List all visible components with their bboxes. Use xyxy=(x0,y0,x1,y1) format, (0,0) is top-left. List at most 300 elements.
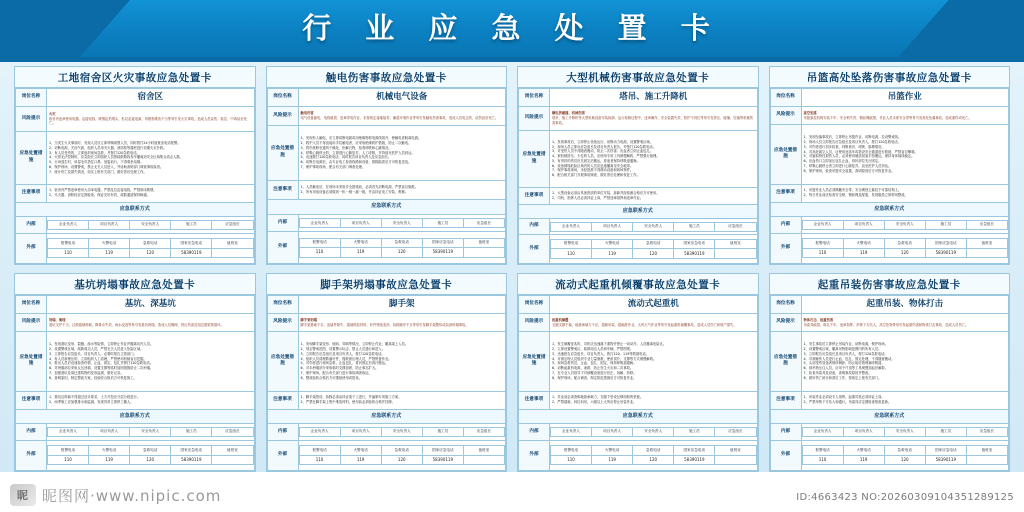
risk-value xyxy=(47,107,255,132)
step-item: 5、救出人员后迅速检查伤情，止血、固定、包扎并拨打120急救电话。 xyxy=(49,361,153,366)
notes-list xyxy=(47,184,255,202)
label-external: 外部 xyxy=(267,440,298,470)
contact-col: 安全负责人 xyxy=(381,427,422,436)
contact-col: 项目负责人 xyxy=(843,220,884,229)
contact-col: 值班室 xyxy=(715,239,756,248)
label-internal: 内部 xyxy=(16,217,47,233)
contact-col: 国家应急电话 xyxy=(674,239,715,248)
note-item: 1、脚手架搭设、拆除必须由持证架子工进行，并编制专项施工方案。 xyxy=(300,395,402,400)
contact-col: 应急组长 xyxy=(463,427,504,436)
label-internal: 内部 xyxy=(770,424,801,440)
contact-col: 国家应急电话 xyxy=(925,239,966,248)
card-electric-shock xyxy=(266,66,508,265)
contact-col: 企业负责人 xyxy=(802,220,843,229)
step-item: 5、火场逃生时，用湿毛巾捂住口鼻，低姿前行，不得乘坐电梯。 xyxy=(49,160,144,165)
contact-col: 值班室 xyxy=(463,238,504,247)
internal-contacts xyxy=(801,217,1009,233)
card-table xyxy=(518,88,758,264)
steps-list xyxy=(298,332,506,391)
label-post: 岗位名称 xyxy=(267,89,298,107)
label-risk: 风险提示 xyxy=(267,107,298,126)
step-item: 2、设置警戒区域，疏散周边人员，严禁无关人员进入危险区域。 xyxy=(49,347,144,351)
label-internal: 内部 xyxy=(770,217,801,233)
risk-value xyxy=(298,314,506,332)
label-steps: 应急处置措施 xyxy=(770,332,801,391)
step-item: 1、当发生火灾事故时，发现人员应立即呼喊周围人员，同时拨打24小时值班室电话报警。 xyxy=(49,141,181,146)
step-item: 8、做好伤亡统计和善后工作，按规定上报有关部门。 xyxy=(803,375,882,380)
contact-col: 值班室 xyxy=(715,446,756,455)
card-pit-collapse xyxy=(14,273,256,472)
note-item: 2、司机、指挥人员必须持证上岗，严禁违章指挥和违章作业。 xyxy=(552,196,644,201)
step-item: 3、对受伤人员不得随意搬动，防止二次伤害；出血者立即止血包扎。 xyxy=(552,149,654,154)
step-item: 4、呼吸心跳停止的，立即进行心肺复苏、人工呼吸，并持续至医护人员到达。 xyxy=(300,150,415,155)
note-item: 2、每日作业前应检查安全锁、钢丝绳及配重，发现隐患立即停用整改。 xyxy=(803,193,908,198)
contact-value xyxy=(463,455,504,465)
label-external: 外部 xyxy=(770,440,801,470)
steps-list xyxy=(47,131,255,184)
contact-col: 应急组长 xyxy=(212,220,253,229)
risk-title: 高空坠落 xyxy=(803,110,817,115)
notes-list xyxy=(47,391,255,409)
label-external: 外部 xyxy=(519,234,550,263)
contact-value: 120 xyxy=(633,455,674,465)
step-item: 3、将伤者移至通风干燥处，松解衣物，检查呼吸和心跳情况。 xyxy=(300,145,392,150)
risk-value xyxy=(298,107,506,126)
card-title: 起重吊装伤害事故应急处置卡 xyxy=(770,274,1010,295)
step-item: 5、有骨折的伤员应先固定后搬运，昏迷者保持呼吸道通畅。 xyxy=(552,158,640,163)
label-notes: 注意事项 xyxy=(16,184,47,202)
internal-contacts xyxy=(47,424,255,440)
contact-col: 国家应急电话 xyxy=(422,446,463,455)
step-item: 7、加强基坑及周边建筑物的变形监测，做好记录。 xyxy=(49,370,124,375)
note-item: 2、严禁超载、斜拉斜吊，六级以上大风应停止吊装作业。 xyxy=(552,400,637,405)
notes-list xyxy=(801,391,1009,409)
label-notes: 注意事项 xyxy=(267,180,298,199)
card-dormitory-fire xyxy=(14,66,256,265)
contact-col: 应急组长 xyxy=(966,427,1007,436)
label-risk: 风险提示 xyxy=(519,107,550,131)
contact-col: 国家应急电话 xyxy=(925,446,966,455)
external-contacts xyxy=(47,233,255,263)
note-item: 1、吊装作业必须设专人指挥，起重司机必须持证上岗。 xyxy=(803,395,885,400)
step-item: 5、对伤者进行现场急救，止血包扎、骨折固定后再行搬运。 xyxy=(300,361,389,366)
contact-col: 急救电话 xyxy=(130,446,171,455)
post-value: 基坑、深基坑 xyxy=(47,296,255,314)
label-steps: 应急处置措施 xyxy=(267,332,298,391)
step-item: 2、救护人员不得直接用手拉触电者，应采取绝缘防护措施，防止二次触电。 xyxy=(300,141,412,145)
external-contacts xyxy=(298,232,506,264)
contact-col: 安全负责人 xyxy=(381,219,422,228)
post-value: 机械电气设备 xyxy=(298,89,506,107)
contact-col: 值班室 xyxy=(463,446,504,455)
step-item: 7、统计伤亡及损失情况，如实上报有关部门，做好善后处理工作。 xyxy=(49,169,147,174)
contact-header: 应急联系方式 xyxy=(267,409,506,424)
contact-col: 报警电话 xyxy=(48,239,89,248)
contact-col: 施工员 xyxy=(171,427,212,436)
contact-header: 应急联系方式 xyxy=(16,409,255,424)
contact-col: 急救电话 xyxy=(130,239,171,248)
contact-header: 应急联系方式 xyxy=(519,205,758,219)
label-steps: 应急处置措施 xyxy=(16,332,47,391)
contact-value: 119 xyxy=(592,455,633,465)
contact-value: 119 xyxy=(843,248,884,258)
internal-contacts xyxy=(47,217,255,233)
label-risk: 风险提示 xyxy=(770,107,801,125)
notes-list xyxy=(801,184,1009,202)
label-post: 岗位名称 xyxy=(770,296,801,314)
watermark-text: 昵图网·www.nipic.com xyxy=(42,486,222,505)
label-external: 外部 xyxy=(16,233,47,263)
contact-value: 119 xyxy=(843,455,884,465)
contact-value: 110 xyxy=(48,455,89,465)
risk-value xyxy=(801,314,1009,332)
external-contacts xyxy=(801,233,1009,263)
contact-col: 项目负责人 xyxy=(340,219,381,228)
contact-col: 急救电话 xyxy=(381,238,422,247)
risk-title: 火灾 xyxy=(49,111,56,116)
notes-list xyxy=(298,180,506,199)
contact-col: 值班室 xyxy=(212,239,253,248)
step-item: 8、配合相关部门开展事故调查，做好善后处理和恢复工作。 xyxy=(552,173,640,178)
contact-col: 施工员 xyxy=(422,219,463,228)
risk-title: 辗轧挤碰撞、机械伤害 xyxy=(552,111,585,116)
contact-col: 施工员 xyxy=(422,427,463,436)
post-value: 宿舍区 xyxy=(47,89,255,107)
contact-col: 安全负责人 xyxy=(884,220,925,229)
post-value: 吊篮作业 xyxy=(801,89,1009,107)
contact-col: 火警电话 xyxy=(592,446,633,455)
contact-col: 应急组长 xyxy=(715,427,756,436)
step-item: 5、头部受伤昏迷者保持侧卧，防止呕吐物堵塞呼吸道。 xyxy=(803,361,885,366)
internal-contacts xyxy=(298,215,506,232)
contact-col: 急救电话 xyxy=(633,446,674,455)
label-post: 岗位名称 xyxy=(267,296,298,314)
label-external: 外部 xyxy=(519,440,550,470)
contact-value: 58390119 xyxy=(422,455,463,465)
step-item: 1、发现有人触电，应立即切断电源或用绝缘物将电源线挑开，使触电者脱离电源。 xyxy=(300,136,422,141)
steps-list xyxy=(47,332,255,391)
contact-col: 应急组长 xyxy=(463,219,504,228)
contact-col: 施工员 xyxy=(925,427,966,436)
contact-col: 企业负责人 xyxy=(299,427,340,436)
risk-value xyxy=(47,314,255,332)
label-steps: 应急处置措施 xyxy=(267,125,298,180)
contact-value xyxy=(966,455,1007,465)
card-title: 流动式起重机倾覆事故应急处置卡 xyxy=(518,274,758,295)
label-notes: 注意事项 xyxy=(519,187,550,204)
label-notes: 注意事项 xyxy=(267,391,298,409)
contact-col: 火警电话 xyxy=(89,239,130,248)
contact-col: 报警电话 xyxy=(299,446,340,455)
label-notes: 注意事项 xyxy=(770,184,801,202)
card-title: 触电伤害事故应急处置卡 xyxy=(267,67,507,88)
note-item: 1、宿舍内严禁违章使用大功率电器，严禁乱拉乱接电线，严禁卧床吸烟。 xyxy=(49,188,157,193)
note-item: 2、雨季施工应加强排水和监测，发现异常立即停工撤人。 xyxy=(49,400,134,405)
note-item: 1、人员触电后，在现场未采取安全措施前，必须首先切断电源，严禁盲目施救。 xyxy=(300,185,418,190)
contact-value: 110 xyxy=(802,455,843,465)
note-item: 2、严禁吊物下方站人和通行，吊索具应定期检查报废更新。 xyxy=(803,400,892,405)
label-post: 岗位名称 xyxy=(16,89,47,107)
risk-title: 触电伤害 xyxy=(300,111,314,116)
contact-col: 企业负责人 xyxy=(802,427,843,436)
step-item: 6、对未坍塌部分采取临时支撑加固，防止事态扩大。 xyxy=(300,366,379,371)
label-steps: 应急处置措施 xyxy=(519,332,550,391)
card-table xyxy=(15,295,255,471)
contact-value: 120 xyxy=(633,249,674,259)
contact-value: 120 xyxy=(381,247,422,257)
notes-list xyxy=(550,187,758,204)
step-item: 3、立即报告应急组长及项目负责人，拨打120急救电话。 xyxy=(300,351,385,356)
external-contacts xyxy=(47,440,255,470)
step-item: 4、组织人员清理散落杆件，搜救被压埋人员，严禁野蛮作业。 xyxy=(300,356,392,361)
notes-list xyxy=(298,391,506,409)
contact-value xyxy=(715,249,756,259)
contact-col: 企业负责人 xyxy=(48,220,89,229)
contact-col: 火警电话 xyxy=(843,239,884,248)
step-item: 1、发现脚手架变形、倾斜、异响等情况，立即停止作业，撤离架上人员。 xyxy=(300,342,409,347)
footer xyxy=(0,472,1024,512)
contact-value xyxy=(212,248,253,258)
nipic-logo-icon: 昵 xyxy=(10,484,36,506)
internal-contacts xyxy=(550,219,758,235)
contact-value: 110 xyxy=(551,249,592,259)
contact-col: 项目负责人 xyxy=(592,222,633,231)
note-item: 1、吊篮作业人员必须佩戴安全带，安全绳独立悬挂于可靠结构上。 xyxy=(803,188,902,193)
note-item: 1、大型设备必须由具备资质的单位安装、拆卸并经检测合格后方可使用。 xyxy=(552,191,660,196)
step-item: 8、整改验收合格后方可继续使用或搭设。 xyxy=(300,375,362,380)
step-item: 1、发生倾覆征兆时，司机应迅速落下重物并停止一切动作，人员撤离危险区。 xyxy=(552,342,667,347)
step-item: 2、设置警戒区域，撤离吊物影响范围内的所有人员。 xyxy=(803,347,882,351)
contact-col: 报警电话 xyxy=(48,446,89,455)
contact-value: 119 xyxy=(340,247,381,257)
page-title: 行 业 应 急 处 置 卡 xyxy=(302,11,722,45)
external-contacts xyxy=(550,440,758,470)
header-stripe xyxy=(0,57,1024,62)
risk-value xyxy=(801,107,1009,125)
label-notes: 注意事项 xyxy=(770,391,801,409)
step-item: 2、划定警戒范围，设置警示标志，禁止人员通行和进入。 xyxy=(300,347,386,351)
note-item: 2、所有用电设备必须做到一机一闸一漏一箱，并由持证电工安装、维修。 xyxy=(300,189,409,194)
step-item: 4、有人员被埋压的，立即组织人工清理，严禁使用机械盲目挖掘。 xyxy=(49,356,147,361)
post-value: 脚手架 xyxy=(298,296,506,314)
step-item: 7、检查吊索具及设备，查明事故原因并整改。 xyxy=(803,370,872,375)
step-item: 3、对伤者进行初步检查，判断意识、呼吸、脉搏情况。 xyxy=(803,144,885,149)
risk-detail: 基坑支护不当、边坡超载堆载、降排水失效、雨水浸泡等易引发基坑坍塌，造成人员掩埋、挤压伤害及周边建筑物损坏。 xyxy=(49,322,224,327)
contact-value xyxy=(966,248,1007,258)
contact-col: 值班室 xyxy=(966,446,1007,455)
label-steps: 应急处置措施 xyxy=(519,130,550,187)
contact-col: 急救电话 xyxy=(884,239,925,248)
contact-value: 119 xyxy=(592,249,633,259)
post-value: 起重吊装、物体打击 xyxy=(801,296,1009,314)
note-item: 2、严禁在脚手架上集中堆放材料，使用前必须验收合格并挂牌。 xyxy=(300,400,395,405)
contact-value: 120 xyxy=(130,455,171,465)
contact-value: 58390119 xyxy=(422,247,463,257)
contact-col: 安全负责人 xyxy=(884,427,925,436)
label-risk: 风险提示 xyxy=(16,314,47,332)
contact-col: 项目负责人 xyxy=(843,427,884,436)
contact-col: 火警电话 xyxy=(89,446,130,455)
contact-header: 应急联系方式 xyxy=(267,199,506,214)
risk-value xyxy=(550,314,758,332)
contact-col: 项目负责人 xyxy=(89,220,130,229)
contact-value: 120 xyxy=(884,248,925,258)
step-item: 3、迅速报告应急组长、项目负责人，拨打120、119等救援电话。 xyxy=(552,351,650,356)
card-mobile-crane-overturn xyxy=(517,273,759,472)
card-table xyxy=(267,88,507,264)
contact-col: 应急组长 xyxy=(715,222,756,231)
risk-detail: 支腿支撑不稳、地基承载力不足、超载吊装、超幅度作业、大风天气作业等易引发起重机倾覆事故，造成人员伤亡和财产损失。 xyxy=(552,322,737,327)
contact-col: 报警电话 xyxy=(551,446,592,455)
contact-value: 119 xyxy=(340,455,381,465)
contact-value: 58390119 xyxy=(171,455,212,465)
contact-value: 120 xyxy=(130,248,171,258)
label-internal: 内部 xyxy=(267,424,298,440)
step-item: 1、发现基坑变形、裂缝、渗水等险情，立即停止作业并撤离坑内人员。 xyxy=(49,342,154,347)
steps-list xyxy=(550,130,758,187)
contact-col: 报警电话 xyxy=(299,238,340,247)
card-scaffold-collapse xyxy=(266,273,508,472)
contact-value: 58390119 xyxy=(925,248,966,258)
step-item: 3、有人员受伤的，立即组织现场急救，并拨打120急救电话。 xyxy=(49,150,140,155)
step-item: 5、现场急救伤员，止血、包扎、固定，保持呼吸道通畅。 xyxy=(552,361,637,366)
contact-col: 国家应急电话 xyxy=(422,238,463,247)
contact-col: 安全负责人 xyxy=(130,427,171,436)
risk-detail: 塔吊、施工升降机等大型机械设备安装拆卸、运行检修过程中，违章操作、安全装置失效、防护不到位等易引发挤压、碰撞、坠落等机械伤害事故。 xyxy=(552,116,754,125)
step-item: 8、保护现场，检查吊篮安全装置，查明原因后方可恢复作业。 xyxy=(803,168,895,173)
card-title: 吊篮高处坠落伤害事故应急处置卡 xyxy=(770,67,1010,88)
step-item: 6、保护现场，设置警戒，禁止无关人员进入，并协助消防部门调查事故原因。 xyxy=(49,164,164,169)
contact-col: 火警电话 xyxy=(592,239,633,248)
risk-detail: 宿舍内违章使用电器、乱接电线、吸烟乱扔烟头、私拉乱接电源、易燃物堆放不当等易引发火灾事故，造成人员烧伤、窒息、中毒甚至死亡。 xyxy=(49,116,247,126)
contact-col: 施工员 xyxy=(674,222,715,231)
contact-col: 火警电话 xyxy=(843,446,884,455)
label-post: 岗位名称 xyxy=(519,296,550,314)
contact-col: 项目负责人 xyxy=(592,427,633,436)
label-internal: 内部 xyxy=(519,219,550,235)
step-item: 4、对被砸伤人员进行止血、包扎、固定处理，不得随意搬动。 xyxy=(803,356,895,361)
contact-header: 应急联系方式 xyxy=(519,409,758,424)
contact-col: 应急组长 xyxy=(966,220,1007,229)
contact-col: 企业负责人 xyxy=(551,427,592,436)
external-contacts xyxy=(298,440,506,470)
card-table xyxy=(267,295,507,471)
card-table xyxy=(15,88,255,264)
internal-contacts xyxy=(298,424,506,440)
step-item: 2、立即设置警戒区，疏散周边人员和车辆，严禁围观。 xyxy=(552,347,634,351)
post-value: 流动式起重机 xyxy=(550,296,758,314)
step-item: 7、呼吸心跳停止者立即进行心肺复苏，直至医护人员到达。 xyxy=(803,163,892,168)
step-item: 2、切断电源，关闭气源，组织人员用灭火器、消防栓等器材进行初期火灾扑救。 xyxy=(49,145,167,150)
risk-title: 起重机倾覆 xyxy=(552,317,569,322)
contact-col: 应急组长 xyxy=(212,427,253,436)
contact-value: 58390119 xyxy=(925,455,966,465)
label-notes: 注意事项 xyxy=(519,391,550,409)
contact-value xyxy=(715,455,756,465)
contact-header: 应急联系方式 xyxy=(770,409,1009,424)
contact-col: 企业负责人 xyxy=(299,219,340,228)
contact-col: 施工员 xyxy=(925,220,966,229)
contact-value: 110 xyxy=(48,248,89,258)
contact-value: 58390119 xyxy=(171,248,212,258)
risk-title: 坍塌、淹埋 xyxy=(49,317,66,322)
label-steps: 应急处置措施 xyxy=(16,131,47,184)
external-contacts xyxy=(550,234,758,263)
contact-value xyxy=(212,455,253,465)
post-value: 塔吊、施工升降机 xyxy=(550,89,758,107)
label-internal: 内部 xyxy=(267,215,298,232)
step-item: 5、对疑似脊柱损伤人员，必须使用硬质担架平抬搬运，保持身体轴线稳定。 xyxy=(803,154,915,159)
step-item: 5、迅速拨打120急救电话，同时报告项目负责人及应急组长。 xyxy=(300,155,392,160)
contact-value: 110 xyxy=(802,248,843,258)
note-item: 2、灭火器、消防栓应定期检查，保证完好有效，疏散通道保持畅通。 xyxy=(49,193,151,198)
step-item: 6、被吊物压住人员，应用千斤顶等工具缓慢顶起后解救。 xyxy=(803,366,889,371)
cards-grid xyxy=(14,66,1010,472)
step-item: 7、保护事故现场，配合有关部门调查处理。 xyxy=(300,164,366,169)
step-item: 4、对高处悬空人员，应使用登高车或搭设安全通道进行救援，严禁盲目攀爬。 xyxy=(803,149,918,154)
step-item: 1、发现事故后，立即停止设备运行，切断动力电源，设置警戒区域。 xyxy=(552,139,654,144)
internal-contacts xyxy=(801,424,1009,440)
card-table xyxy=(770,295,1010,471)
step-item: 6、设备倒塌危险区域内的人员应迅速撤离至安全地带。 xyxy=(552,163,634,168)
note-item: 1、基坑边堆载不得超过设计要求，土方开挖应分层分段进行。 xyxy=(49,395,141,400)
step-item: 6、对坍塌部位采取反压回填、设置支撑等临时加固措施防止二次坍塌。 xyxy=(49,366,154,371)
contact-col: 国家应急电话 xyxy=(674,446,715,455)
label-internal: 内部 xyxy=(16,424,47,440)
step-item: 6、出血伤口立即加压包扎止血，骨折部位先行固定。 xyxy=(803,159,882,164)
step-item: 3、立即报告应急组长、项目负责人，必要时报告主管部门。 xyxy=(49,351,137,356)
contact-col: 报警电话 xyxy=(551,239,592,248)
contact-col: 安全负责人 xyxy=(633,222,674,231)
contact-value: 110 xyxy=(299,455,340,465)
contact-col: 企业负责人 xyxy=(551,222,592,231)
watermark xyxy=(10,484,221,506)
label-risk: 风险提示 xyxy=(267,314,298,332)
contact-col: 火警电话 xyxy=(340,446,381,455)
card-lifting-injury xyxy=(769,273,1011,472)
steps-list xyxy=(801,125,1009,184)
steps-list xyxy=(550,332,758,391)
step-item: 2、现场人员立即向应急组长及项目负责人报告，并拨打120急救电话。 xyxy=(552,144,656,149)
contact-value: 119 xyxy=(89,248,130,258)
step-item: 7、在专业人员指导下对倾覆设备进行扶正、拆解、转移。 xyxy=(552,370,637,375)
label-risk: 风险提示 xyxy=(16,107,47,132)
card-table xyxy=(770,88,1010,264)
card-title: 大型机械伤害事故应急处置卡 xyxy=(518,67,758,88)
contact-col: 急救电话 xyxy=(633,239,674,248)
risk-detail: 吊篮悬挂机构安装不牢、安全锁失效、钢丝绳破损、作业人员未系安全带等易引发高处坠落事故，造成重伤或死亡。 xyxy=(803,115,972,120)
contact-col: 值班室 xyxy=(212,446,253,455)
step-item: 1、发生事故后立即停止吊装作业，切断电源，保护现场。 xyxy=(803,342,889,347)
internal-contacts xyxy=(550,424,758,440)
label-steps: 应急处置措施 xyxy=(770,125,801,184)
contact-value: 58390119 xyxy=(674,455,715,465)
contact-col: 安全负责人 xyxy=(130,220,171,229)
contact-value: 110 xyxy=(299,247,340,257)
contact-col: 报警电话 xyxy=(802,239,843,248)
steps-list xyxy=(801,332,1009,391)
step-item: 6、切断总电源后，由专业电工检查线路和设备，排除隐患后方可恢复送电。 xyxy=(300,160,412,165)
contact-col: 值班室 xyxy=(966,239,1007,248)
contact-header: 应急联系方式 xyxy=(770,202,1009,217)
label-external: 外部 xyxy=(267,232,298,264)
contact-col: 项目负责人 xyxy=(340,427,381,436)
label-post: 岗位名称 xyxy=(770,89,801,107)
label-post: 岗位名称 xyxy=(16,296,47,314)
risk-title: 脚手架坍塌 xyxy=(300,317,317,322)
contact-value: 110 xyxy=(551,455,592,465)
card-gondola-fall xyxy=(769,66,1011,265)
